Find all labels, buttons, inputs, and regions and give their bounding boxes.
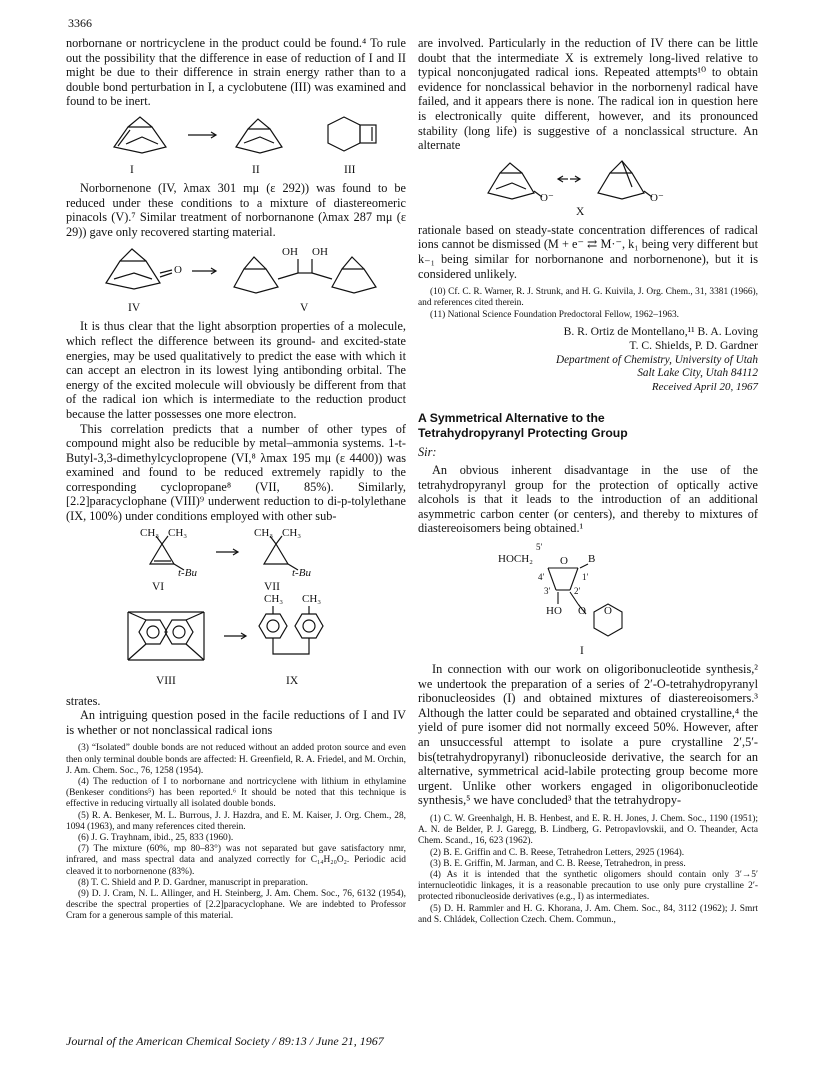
- atom-label: 5′: [536, 542, 543, 553]
- compound-label-VIII: VIII: [156, 674, 176, 687]
- footnotes: [418, 287, 758, 321]
- footnotes: [418, 814, 758, 926]
- left-column: [66, 36, 406, 923]
- footnote: (9) D. J. Cram, N. L. Allinger, and H. Steinberg, J. Am. Chem. Soc., 76, 6132 (1954), describe the spectral properties of [2.2]paracyclophane. We are indebted to Professor Cram for a generous sample of this material.: [66, 889, 406, 922]
- atom-label: OH: [312, 246, 328, 259]
- atom-label: CH₃: [264, 592, 284, 605]
- compound-label-X: X: [576, 205, 585, 218]
- author-line: T. C. Shields, P. D. Gardner: [629, 339, 758, 353]
- structure-drawing: [66, 243, 406, 301]
- author-line: B. R. Ortiz de Montellano,¹¹ B. A. Loving: [563, 324, 758, 338]
- atom-label: 2′: [574, 586, 581, 597]
- compound-label-II: II: [252, 163, 260, 176]
- title-line: Tetrahydropyranyl Protecting Group: [418, 425, 628, 440]
- structure-drawing: [66, 528, 406, 594]
- footnote: (1) C. W. Greenhalgh, H. B. Henbest, and E. R. H. Jones, J. Chem. Soc., 1190 (1951); A. N. de Belder, P. J. Garegg, B. Lindberg, G. Petropavlovskii, and O. Theander, Acta Chem. Scand., 16, 623 (1962).: [418, 814, 758, 847]
- atom-label: t-Bu: [178, 566, 197, 579]
- paragraph: rationale based on steady-state concentration differences of radical ions cannot be dismissed (M + e⁻ ⇄ M·⁻, k₁ being very different but k₋₁ being similar for norbornanone and norbornenone), but it is considered unlikely.: [418, 222, 758, 281]
- atom-label: CH₃: [282, 526, 302, 539]
- compound-label-I: I: [130, 163, 134, 176]
- paragraph: An obvious inherent disadvantage in the use of the tetrahydropyranyl group for the protection of optically active alcohols is that it leads to the introduction of an additional asymmetric carbon center (or centers), and thereby to mixtures of diastereoisomers being obtained.¹: [418, 463, 758, 536]
- figure-structures-8-9: [66, 592, 406, 690]
- structure-drawing: [418, 157, 758, 207]
- atom-label: CH₃: [254, 526, 274, 539]
- paragraph: norbornane or nortricyclene in the product could be found.⁴ To rule out the possibility that the difference in ease of reduction of I and II might be due to their difference in strain energy rather than to a double bond perturbation in I, a cyclobutene (III) was examined and found to be inert.: [66, 36, 406, 109]
- title-line: A Symmetrical Alternative to the: [418, 410, 605, 425]
- footnote: (3) “Isolated” double bonds are not reduced without an added proton source and even then only terminal double bonds are affected: H. Greenfield, R. A. Friedel, and M. Orchin, J. Am. Chem. Soc., 76, 1258 (1954).: [66, 743, 406, 776]
- footnote: (10) Cf. C. R. Warner, R. J. Strunk, and H. G. Kuivila, J. Org. Chem., 31, 3381 (1966), and references cited therein.: [418, 287, 758, 309]
- footnote: (8) T. C. Shield and P. D. Gardner, manuscript in preparation.: [78, 877, 308, 888]
- atom-label: O⁻: [650, 191, 664, 204]
- compound-label-VI: VI: [152, 580, 165, 593]
- paragraph: Norbornenone (IV, λmax 301 mμ (ε 292)) was found to be reduced under these conditions to a mixture of diastereomeric pinacols (V).⁷ Similar treatment of norbornanone (λmax 287 mμ (ε 29)) gave only recovered starting material.: [66, 180, 406, 239]
- paragraph: This correlation predicts that a number of other types of compound might also be reducible by metal–ammonia systems. 1-t-Butyl-3,3-dimethylcyclopropene (VI,⁸ λmax 195 mμ (ε 4400)) was examined and found to be reduced extremely rapidly to the corresponding cyclopropane⁸ (VII, 85%). Similarly, [2.2]paracyclophane (VIII)⁹ underwent reduction to di-p-tolylethane (IX, 100%) under conditions employed with other sub-: [66, 421, 406, 524]
- paragraph: strates.: [66, 693, 101, 708]
- footnote: (7) The mixture (60%, mp 80–83°) was not separated but gave satisfactory nmr, infrared, and mass spectral data and analyzed correctly for C₁₄H₂₀O₂. Periodic acid cleaved it to norbornenone (83%).: [66, 844, 406, 877]
- atom-label: O: [174, 264, 182, 277]
- footnote: (5) D. H. Rammler and H. G. Khorana, J. Am. Chem. Soc., 84, 3112 (1962); J. Smrt and S. Chládek, Collection Czech. Chem. Commun.,: [418, 903, 758, 925]
- atom-label: O: [604, 605, 612, 618]
- footnote: (4) The reduction of I to norbornane and nortricyclene with lithium in ethylamine (Benkeser conditions⁵) has been reported.⁶ It should be noted that this technique is effective in reducing virtually all isolated double bonds.: [66, 777, 406, 810]
- footnote: (4) As it is intended that the synthetic oligomers should contain only 3′→5′ internucleotidic linkages, it is a reasonable precaution to use only pure crystalline 2′-protected ribonucleoside derivatives (e.g., I) as intermediates.: [418, 870, 758, 903]
- page-number: 3366: [68, 16, 92, 30]
- compound-label-IX: IX: [286, 674, 299, 687]
- footnote: (2) B. E. Griffin and C. B. Reese, Tetrahedron Letters, 2925 (1964).: [430, 847, 685, 858]
- compound-label-I: I: [580, 645, 584, 658]
- atom-label: 4′: [538, 572, 545, 583]
- atom-label: CH₃: [168, 526, 188, 539]
- footnotes: [66, 743, 406, 922]
- affiliation: Salt Lake City, Utah 84112: [637, 366, 758, 379]
- compound-label-IV: IV: [128, 302, 141, 315]
- atom-label: O⁻: [540, 191, 554, 204]
- footnote: (6) J. G. Trayhnam, ibid., 25, 833 (1960).: [78, 833, 234, 844]
- salutation: Sir:: [418, 444, 437, 459]
- figure-structure-I-nucleoside: [418, 540, 758, 658]
- compound-label-VII: VII: [264, 580, 280, 593]
- footnote: (5) R. A. Benkeser, M. L. Burrous, J. J. Hazdra, and E. M. Kaiser, J. Org. Chem., 28, 1094 (1963), and many references cited therein.: [66, 810, 406, 832]
- atom-label: 1′: [582, 572, 589, 583]
- compound-label-V: V: [300, 302, 309, 315]
- atom-label: CH₃: [140, 526, 160, 539]
- atom-label: CH₃: [302, 592, 322, 605]
- paragraph: In connection with our work on oligoribonucleotide synthesis,² we undertook the preparation of a series of 2′-O-tetrahydropyranyl ribonucleosides (I) and obtained mixtures of diastereoisomers.³ Although the latter could be separated and obtained crystalline,⁴ the yield of pure isomer did not normally exceed 50%. However, after an unsuccessful attempt to isolate a pure crystalline 2′,5′-bis(tetrahydropyranyl) ribonucleoside derivative, the search for an alternative, symmetrical acid-labile protecting group become more urgent. Unlike other workers engaged in oligoribonucleotide synthesis,⁵ we have concluded³ that the tetrahydropy-: [418, 662, 758, 808]
- atom-label: 3′: [544, 586, 551, 597]
- affiliation: Department of Chemistry, University of Utah: [556, 353, 758, 366]
- paragraph: are involved. Particularly in the reduction of IV there can be little doubt that the intermediate X is extremely long-lived relative to typical nonconjugated radical ions. Repeated attempts¹⁰ to obtain evidence for nonclassical behavior in the norbornenyl radical have failed, and it appears there is none. The radical ion in question here is electronically quite different, however, and its pronounced stability (long life) is suggestive of a nonclassical structure. An alternate: [418, 36, 758, 153]
- received-date: Received April 20, 1967: [651, 380, 758, 393]
- figure-structures-4-5: [66, 243, 406, 315]
- article-title: [418, 411, 758, 441]
- footnote: (11) National Science Foundation Predoctoral Fellow, 1962–1963.: [430, 309, 679, 320]
- compound-label-III: III: [344, 163, 356, 176]
- atom-label: O: [560, 555, 568, 568]
- journal-footer: Journal of the American Chemical Society / 89:13 / June 21, 1967: [66, 1034, 384, 1048]
- structure-drawing: [66, 598, 406, 678]
- figure-structure-X: [418, 157, 758, 219]
- atom-label: OH: [282, 246, 298, 259]
- figure-structures-1-3: [66, 113, 406, 177]
- atom-label: B: [588, 553, 596, 566]
- atom-label: HO: [546, 605, 562, 618]
- footnote: (3) B. E. Griffin, M. Jarman, and C. B. Reese, Tetrahedron, in press.: [430, 858, 686, 869]
- atom-label: O: [578, 605, 586, 618]
- atom-label: HOCH₂: [498, 553, 534, 566]
- figure-structures-6-7: [66, 528, 406, 594]
- atom-label: t-Bu: [292, 566, 311, 579]
- paragraph: An intriguing question posed in the facile reductions of I and IV is whether or not nonclassical radical ions: [66, 708, 406, 737]
- right-column: [418, 36, 758, 926]
- structure-drawing: [66, 113, 406, 163]
- paragraph: It is thus clear that the light absorption properties of a molecule, which reflect the difference between its ground- and excited-state energies, may be used qualitatively to predict the ease with which it can accept an electron in its lowest lying antibonding orbital. The energy of the excited molecule will obviously be different from that of the radical ion which is intermediate to the reduction product because the latter possesses one more electron.: [66, 319, 406, 421]
